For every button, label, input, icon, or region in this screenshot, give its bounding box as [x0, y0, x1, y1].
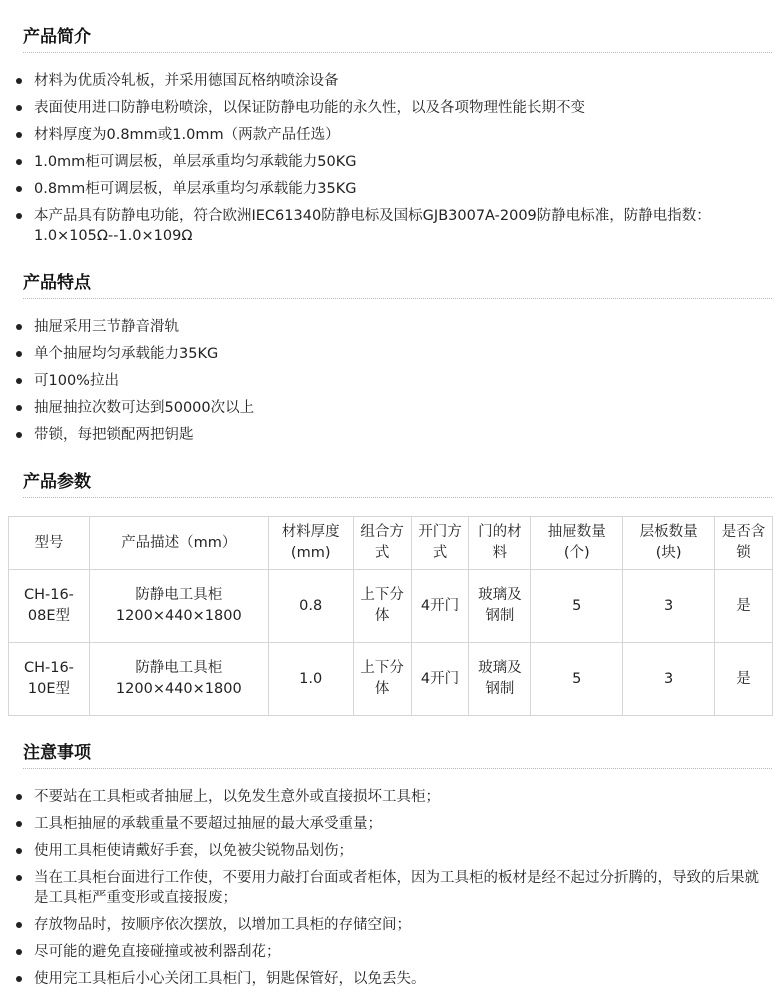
list-item-text: 尽可能的避免直接碰撞或被利器刮花；: [34, 944, 281, 960]
table-cell: 玻璃及钢制: [469, 643, 531, 716]
list-item: [0, 71, 776, 91]
table-cell: 3: [623, 643, 715, 716]
table-cell: 是: [715, 570, 773, 643]
table-header-cell: 开门方式: [411, 517, 469, 570]
table-header-cell: 组合方式: [353, 517, 411, 570]
params-divider: [23, 497, 772, 498]
list-item: [0, 98, 776, 118]
list-item: [0, 206, 776, 246]
bullet-icon: [16, 794, 22, 800]
bullet-icon: [16, 405, 22, 411]
list-item-text: 不要站在工具柜或者抽屉上，以免发生意外或直接损坏工具柜；: [34, 789, 440, 805]
list-item-text: 抽屉采用三节静音滑轨: [34, 319, 179, 335]
list-item: [0, 152, 776, 172]
list-item: [0, 179, 776, 199]
bullet-icon: [16, 159, 22, 165]
intro-section: [0, 23, 776, 244]
table-header-cell: 门的材料: [469, 517, 531, 570]
notes-list: [0, 787, 776, 996]
table-header-cell: 层板数量(块): [623, 517, 715, 570]
bullet-icon: [16, 132, 22, 138]
list-item-text: 1.0mm柜可调层板，单层承重均匀承载能力50KG: [34, 154, 357, 170]
table-cell: 0.8: [268, 570, 353, 643]
table-header-cell: 型号: [9, 517, 90, 570]
list-item: [0, 125, 776, 145]
list-item-text: 使用完工具柜后小心关闭工具柜门，钥匙保管好，以免丢失。: [34, 971, 426, 987]
list-item-text: 本产品具有防静电功能，符合欧洲IEC61340防静电标及国标GJB3007A-2009防静电标准，防静电指数：1.0×105Ω--1.0×109Ω: [34, 208, 711, 244]
list-item: [0, 841, 776, 861]
bullet-icon: [16, 186, 22, 192]
bullet-icon: [16, 949, 22, 955]
table-header-cell: 产品描述（mm）: [89, 517, 268, 570]
table-header-row: [9, 517, 773, 570]
notes-section: [0, 739, 776, 987]
table-cell: 5: [531, 570, 623, 643]
list-item-text: 使用工具柜使请戴好手套，以免被尖锐物品划伤；: [34, 843, 353, 859]
bullet-icon: [16, 351, 22, 357]
list-item: [0, 787, 776, 807]
table-cell: 4开门: [411, 570, 469, 643]
list-item: [0, 814, 776, 834]
features-section: [0, 269, 776, 443]
intro-divider: [23, 52, 772, 53]
bullet-icon: [16, 105, 22, 111]
bullet-icon: [16, 848, 22, 854]
table-cell: 上下分体: [353, 570, 411, 643]
list-item: [0, 398, 776, 418]
table-cell: 3: [623, 570, 715, 643]
table-cell: 1.0: [268, 643, 353, 716]
bullet-icon: [16, 875, 22, 881]
table-header-cell: 抽屉数量(个): [531, 517, 623, 570]
table-cell: 4开门: [411, 643, 469, 716]
list-item-text: 工具柜抽屉的承载重量不要超过抽屉的最大承受重量；: [34, 816, 382, 832]
params-heading: 产品参数: [23, 472, 91, 492]
features-heading: 产品特点: [23, 273, 91, 293]
list-item-text: 单个抽屉均匀承载能力35KG: [34, 346, 219, 362]
table-cell: 5: [531, 643, 623, 716]
table-cell: 是: [715, 643, 773, 716]
bullet-icon: [16, 432, 22, 438]
list-item-text: 表面使用进口防静电粉喷涂，以保证防静电功能的永久性，以及各项物理性能长期不变: [34, 100, 585, 116]
list-item: [0, 942, 776, 962]
bullet-icon: [16, 922, 22, 928]
features-divider: [23, 298, 772, 299]
notes-divider: [23, 768, 772, 769]
list-item: [0, 317, 776, 337]
table-row: [9, 570, 773, 643]
bullet-icon: [16, 976, 22, 982]
list-item-text: 存放物品时，按顺序依次摆放，以增加工具柜的存储空间；: [34, 917, 411, 933]
notes-heading: 注意事项: [23, 743, 91, 763]
bullet-icon: [16, 821, 22, 827]
list-item-text: 抽屉抽拉次数可达到50000次以上: [34, 400, 255, 416]
table-cell: 防静电工具柜 1200×440×1800: [89, 643, 268, 716]
bullet-icon: [16, 213, 22, 219]
list-item: [0, 969, 776, 989]
list-item-text: 0.8mm柜可调层板，单层承重均匀承载能力35KG: [34, 181, 357, 197]
list-item: [0, 371, 776, 391]
intro-heading: 产品简介: [23, 27, 91, 47]
table-cell: 玻璃及钢制: [469, 570, 531, 643]
bullet-icon: [16, 378, 22, 384]
list-item-text: 可100%拉出: [34, 373, 119, 389]
list-item-text: 当在工具柜台面进行工作使，不要用力敲打台面或者柜体，因为工具柜的板材是经不起过分折腾的，导致的后果就是工具柜严重变形或直接报废；: [34, 870, 759, 906]
bullet-icon: [16, 324, 22, 330]
params-section: [0, 468, 776, 496]
table-header-cell: 材料厚度(mm): [268, 517, 353, 570]
features-list: [0, 317, 776, 452]
list-item-text: 材料为优质冷轧板，并采用德国瓦格纳喷涂设备: [34, 73, 339, 89]
table-cell: CH-16-08E型: [9, 570, 90, 643]
table-cell: CH-16-10E型: [9, 643, 90, 716]
list-item: [0, 425, 776, 445]
list-item: [0, 868, 776, 908]
table-row: [9, 643, 773, 716]
intro-list: [0, 71, 776, 253]
table-cell: 上下分体: [353, 643, 411, 716]
table-header-cell: 是否含锁: [715, 517, 773, 570]
params-table: [8, 516, 773, 716]
list-item-text: 带锁，每把锁配两把钥匙: [34, 427, 194, 443]
list-item-text: 材料厚度为0.8mm或1.0mm（两款产品任选）: [34, 127, 340, 143]
bullet-icon: [16, 78, 22, 84]
table-cell: 防静电工具柜 1200×440×1800: [89, 570, 268, 643]
list-item: [0, 915, 776, 935]
list-item: [0, 344, 776, 364]
